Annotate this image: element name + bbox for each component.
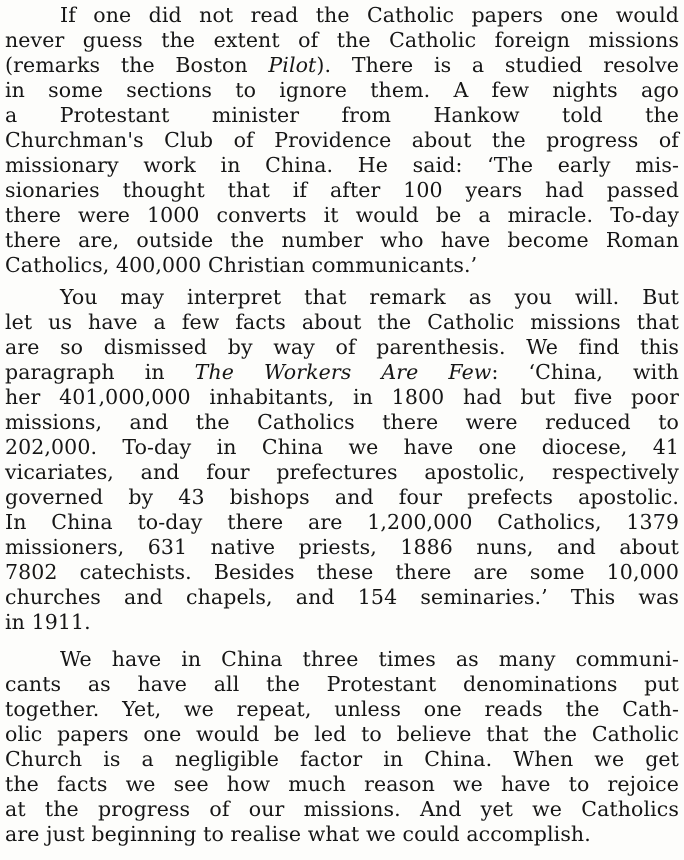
paragraph-1-line-10: there are, outside the number who have become Roman [5,228,679,252]
paragraph-2-line-2: let us have a few facts about the Catholic missions that [5,310,679,334]
paragraph-3-line-3: together. Yet, we repeat, unless one reads the Cath- [5,697,679,721]
paragraph-1-line-7: missionary work in China. He said: ‘The early mis- [5,153,679,177]
paragraph-3-line-4: olic papers one would be led to believe that the Catholic [5,722,679,746]
paragraph-2-line-10: In China to-day there are 1,200,000 Catholics, 1379 [5,510,679,534]
paragraph-2-line-4: paragraph in The Workers Are Few: ‘China, with [5,360,679,384]
paragraph-1-line-11: Catholics, 400,000 Christian communicants.’ [5,253,478,277]
paragraph-2-line-13: churches and chapels, and 154 seminaries.’ This was [5,585,679,609]
paragraph-3-line-8: are just beginning to realise what we could accomplish. [5,822,591,846]
paragraph-1-line-1: If one did not read the Catholic papers one would [60,3,679,27]
paragraph-3-line-5: Church is a negligible factor in China. When we get [5,747,679,771]
paragraph-2-line-6: missions, and the Catholics there were reduced to [5,410,679,434]
paragraph-3-line-2: cants as have all the Protestant denominations put [5,672,679,696]
paragraph-2-line-7: 202,000. To-day in China we have one diocese, 41 [5,435,679,459]
paragraph-2-line-9: governed by 43 bishops and four prefects apostolic. [5,485,679,509]
paragraph-3-line-6: the facts we see how much reason we have to rejoice [5,772,679,796]
paragraph-1-line-3: (remarks the Boston Pilot). There is a studied resolve [5,53,679,77]
paragraph-1-line-5: a Protestant minister from Hankow told the [5,103,679,127]
paragraph-2-line-5: her 401,000,000 inhabitants, in 1800 had but five poor [5,385,679,409]
paragraph-2-line-12: 7802 catechists. Besides these there are some 10,000 [5,560,679,584]
paragraph-2-line-3: are so dismissed by way of parenthesis. We find this [5,335,679,359]
paragraph-2-line-14: in 1911. [5,610,91,634]
paragraph-1-line-6: Churchman's Club of Providence about the progress of [5,128,679,152]
paragraph-2-line-8: vicariates, and four prefectures apostolic, respectively [5,460,679,484]
paragraph-2-line-11: missioners, 631 native priests, 1886 nuns, and about [5,535,679,559]
paragraph-3-line-1: We have in China three times as many communi- [60,647,679,671]
paragraph-1-line-8: sionaries thought that if after 100 years had passed [5,178,679,202]
paragraph-3-line-7: at the progress of our missions. And yet we Catholics [5,797,679,821]
paragraph-1-line-4: in some sections to ignore them. A few nights ago [5,78,679,102]
paragraph-1-line-9: there were 1000 converts it would be a miracle. To-day [5,203,679,227]
paragraph-1-line-2: never guess the extent of the Catholic foreign missions [5,28,679,52]
paragraph-2-line-1: You may interpret that remark as you will. But [60,285,679,309]
